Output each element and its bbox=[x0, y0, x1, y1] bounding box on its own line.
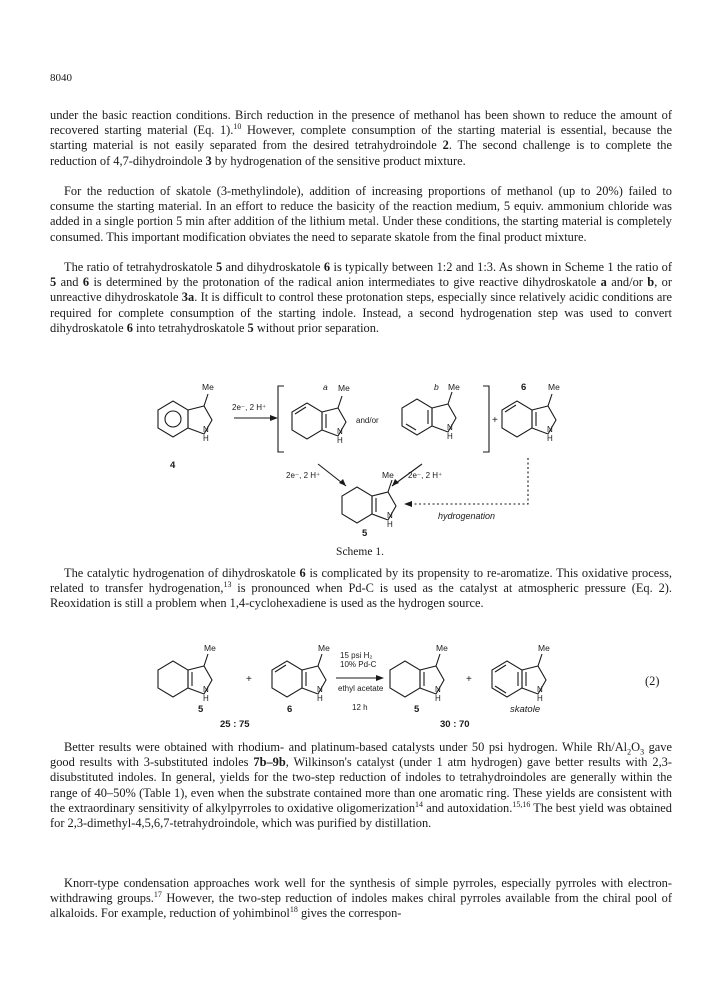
ratio-after: 30 : 70 bbox=[440, 719, 470, 730]
paragraph-2: For the reduction of skatole (3-methylindole), addition of increasing proportions of methanol (up to 20%) failed to consume the starting material. In an effort to reduce the basicity of the reaction medium, 5 equiv. ammonium chloride was added in a single portion 5 min after addition of the lithium metal. Under these conditions, the starting material is completely consumed. This important modification obviates the need to separate skatole from the final product mixture. bbox=[50, 184, 672, 244]
svg-text:N: N bbox=[537, 685, 543, 694]
bracket-right bbox=[483, 386, 489, 452]
ring-5-6 bbox=[342, 487, 372, 523]
scheme-1-diagram bbox=[150, 366, 570, 544]
reagent-top: 2e⁻, 2 H⁺ bbox=[232, 403, 267, 412]
condition-time: 12 h bbox=[352, 703, 368, 712]
label-b: b bbox=[434, 382, 439, 392]
skatole-label: skatole bbox=[510, 704, 541, 715]
paragraph-6: Knorr-type condensation approaches work well for the synthesis of simple pyrroles, especially pyrroles with electron-withdrawing groups.$^{17}$ However, the two-step reduction of indoles makes chiral pyrroles available from the chiral pool of alkaloids. For example, reduction of yohimbinol$^{18}$ gives the correspon- bbox=[50, 876, 672, 921]
svg-text:H: H bbox=[203, 694, 209, 703]
reagent-left: 2e⁻, 2 H⁺ bbox=[286, 471, 321, 480]
svg-text:Me: Me bbox=[382, 470, 394, 480]
svg-text:H: H bbox=[387, 520, 393, 529]
svg-text:N: N bbox=[203, 685, 209, 694]
aromatic-circle bbox=[165, 411, 181, 427]
ratio-before: 25 : 75 bbox=[220, 719, 250, 730]
svg-text:H: H bbox=[317, 694, 323, 703]
ring-6-6 bbox=[502, 401, 532, 437]
svg-text:Me: Me bbox=[436, 643, 448, 653]
equation-number: (2) bbox=[645, 674, 660, 688]
svg-text:+: + bbox=[246, 674, 252, 685]
equation-2-diagram bbox=[150, 640, 570, 732]
arrowhead-hydrogenation bbox=[404, 501, 412, 507]
svg-text:H: H bbox=[537, 694, 543, 703]
svg-text:Me: Me bbox=[204, 643, 216, 653]
svg-text:N: N bbox=[447, 423, 453, 432]
hydrogenation-dashed-path bbox=[412, 458, 528, 504]
benzene-ring-4 bbox=[158, 401, 188, 437]
svg-text:H: H bbox=[435, 694, 441, 703]
svg-text:H: H bbox=[447, 432, 453, 441]
ring-a-6 bbox=[292, 403, 322, 439]
arrowhead-1 bbox=[270, 415, 278, 421]
compound-5-label: 5 bbox=[362, 528, 368, 539]
svg-text:N: N bbox=[203, 425, 209, 434]
plus-sign: + bbox=[492, 415, 498, 426]
svg-text:Me: Me bbox=[548, 382, 560, 392]
hydrogenation-label: hydrogenation bbox=[438, 511, 496, 521]
compound-4-label: 4 bbox=[170, 460, 176, 471]
condition-solvent: ethyl acetate bbox=[338, 684, 384, 693]
svg-text:Me: Me bbox=[448, 382, 460, 392]
reagent-right: 2e⁻, 2 H⁺ bbox=[408, 471, 443, 480]
paragraph-4: The catalytic hydrogenation of dihydroskatole 6 is complicated by its propensity to re-aromatize. This oxidative process, related to transfer hydrogenation,$^{13}$ is pronounced when Pd-C is used as the catalyst at atmospheric pressure (Eq. 2). Reoxidation is still a problem when 1,4-cyclohexadiene is used as the hydrogen source. bbox=[50, 566, 672, 611]
paragraph-3: The ratio of tetrahydroskatole 5 and dihydroskatole 6 is typically between 1:2 and 1:3. As shown in Scheme 1 the ratio of 5 and 6 is determined by the protonation of the radical anion intermediates to give reactive dihydroskatole a and/or b, or unreactive dihydroskatole 3a. It is difficult to control these protonation steps, especially since relatively acidic conditions are required for complete consumption of the starting indole. Instead, a second hydrogenation step was used to convert dihydroskatole 6 into tetrahydroskatole 5 without prior separation. bbox=[50, 260, 672, 335]
svg-text:5: 5 bbox=[414, 704, 420, 715]
page-number: 8040 bbox=[50, 72, 72, 84]
condition-catalyst: 10% Pd-C bbox=[340, 660, 377, 669]
svg-text:5: 5 bbox=[198, 704, 204, 715]
scheme-caption: Scheme 1. bbox=[336, 546, 384, 558]
svg-text:6: 6 bbox=[287, 704, 293, 715]
condition-pressure: 15 psi H₂ bbox=[340, 651, 373, 660]
compound-6-label: 6 bbox=[521, 382, 527, 393]
svg-text:Me: Me bbox=[318, 643, 330, 653]
and-or-label: and/or bbox=[356, 416, 379, 425]
svg-text:N: N bbox=[387, 511, 393, 520]
svg-text:H: H bbox=[337, 436, 343, 445]
svg-text:Me: Me bbox=[538, 643, 550, 653]
svg-text:N: N bbox=[317, 685, 323, 694]
label-a: a bbox=[323, 382, 328, 392]
svg-text:+: + bbox=[466, 674, 472, 685]
svg-text:N: N bbox=[547, 425, 553, 434]
svg-text:H: H bbox=[203, 434, 209, 443]
svg-text:Me: Me bbox=[338, 383, 350, 393]
paragraph-5: Better results were obtained with rhodium- and platinum-based catalysts under 50 psi hydrogen. While $Rh/Al_2O_3$ gave good results with 3-substituted indoles 7b–9b, Wilkinson's catalyst (under 1 atm hydrogen) gave better results with 2,3-disubstituted indoles. In general, yields for the two-step reduction of indoles to tetrahydroindoles are generally within the range of 40–50% (Table 1), even when the substrate contained more than one aromatic ring. These yields are consistent with the extraordinary sensitivity of alkylpyrroles to oxidative oligomerization$^{14}$ and autoxidation.$^{15,16}$ The best yield was obtained for 2,3-dimethyl-4,5,6,7-tetrahydroindole, which was purified by distillation. bbox=[50, 740, 672, 831]
paragraph-1: under the basic reaction conditions. Birch reduction in the presence of methanol has been shown to reduce the amount of recovered starting material (Eq. 1).$^{10}$ However, complete consumption of the starting material is essential, because the starting material is not easily separated from the desired tetrahydroindole 2. The second challenge is to complete the reduction of 4,7-dihydroindole 3 by hydrogenation of the sensitive product mixture. bbox=[50, 108, 672, 168]
bracket-left bbox=[278, 386, 284, 452]
svg-text:N: N bbox=[435, 685, 441, 694]
svg-text:N: N bbox=[337, 427, 343, 436]
svg-text:H: H bbox=[547, 434, 553, 443]
me-label-4: Me bbox=[202, 382, 214, 392]
